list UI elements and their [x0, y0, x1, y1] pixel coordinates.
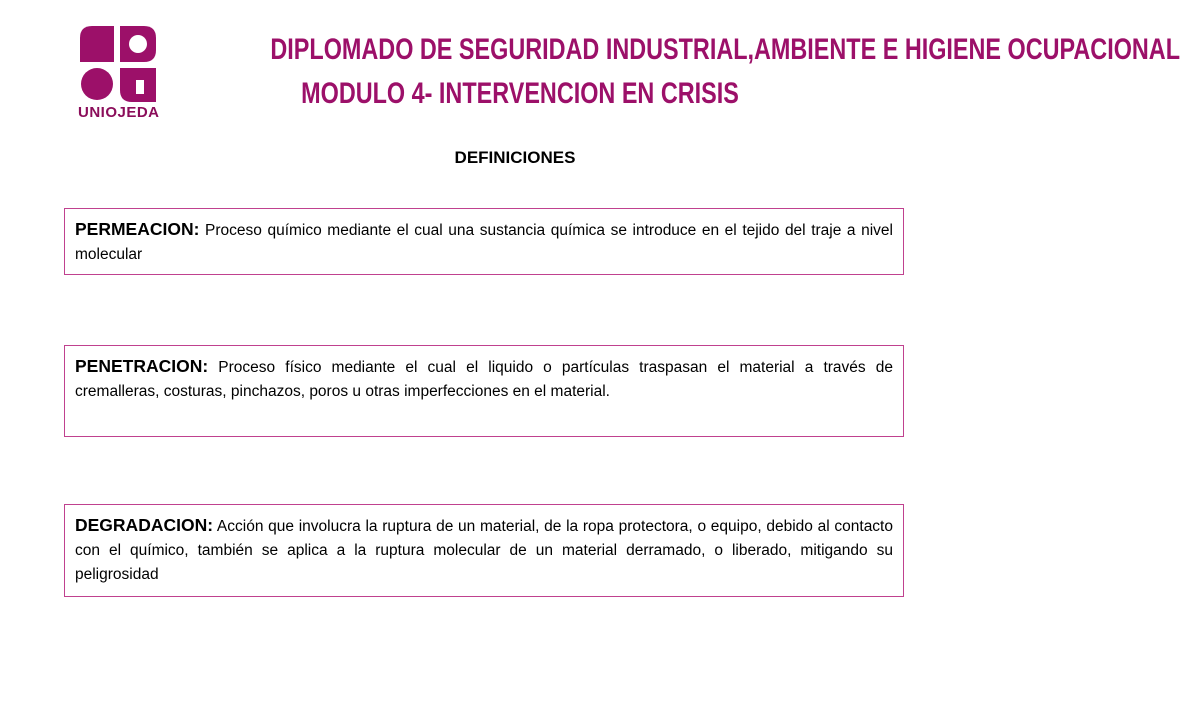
definition-term: PERMEACION: — [75, 219, 200, 239]
uniojeda-logo — [78, 24, 188, 124]
logo-text: UNIOJEDA — [78, 104, 160, 121]
logo-mark-icon — [78, 24, 158, 104]
definition-box-degradacion — [64, 504, 904, 597]
definition-term: PENETRACION: — [75, 356, 209, 376]
header-title — [200, 28, 1180, 116]
definition-text: Proceso químico mediante el cual una sustancia química se introduce en el tejido del traje a nivel molecular — [75, 222, 893, 263]
definition-term: DEGRADACION: — [75, 515, 214, 535]
course-title: DIPLOMADO DE SEGURIDAD INDUSTRIAL,AMBIENTE E HIGIENE OCUPACIONAL — [270, 33, 1180, 66]
definition-text: Acción que involucra la ruptura de un material, de la ropa protectora, o equipo, debido al contacto con el químico, también se aplica a la ruptura molecular de un material derramado, o liberado, mitigando su peligrosidad — [75, 518, 893, 583]
definition-box-penetracion — [64, 345, 904, 437]
definition-text: Proceso físico mediante el cual el liquido o partículas traspasan el material a través de cremalleras, costuras, pinchazos, poros u otras imperfecciones en el material. — [75, 359, 893, 400]
definition-box-permeacion — [64, 208, 904, 275]
section-heading: DEFINICIONES — [454, 148, 576, 167]
module-title: MODULO 4- INTERVENCION EN CRISIS — [301, 77, 739, 110]
